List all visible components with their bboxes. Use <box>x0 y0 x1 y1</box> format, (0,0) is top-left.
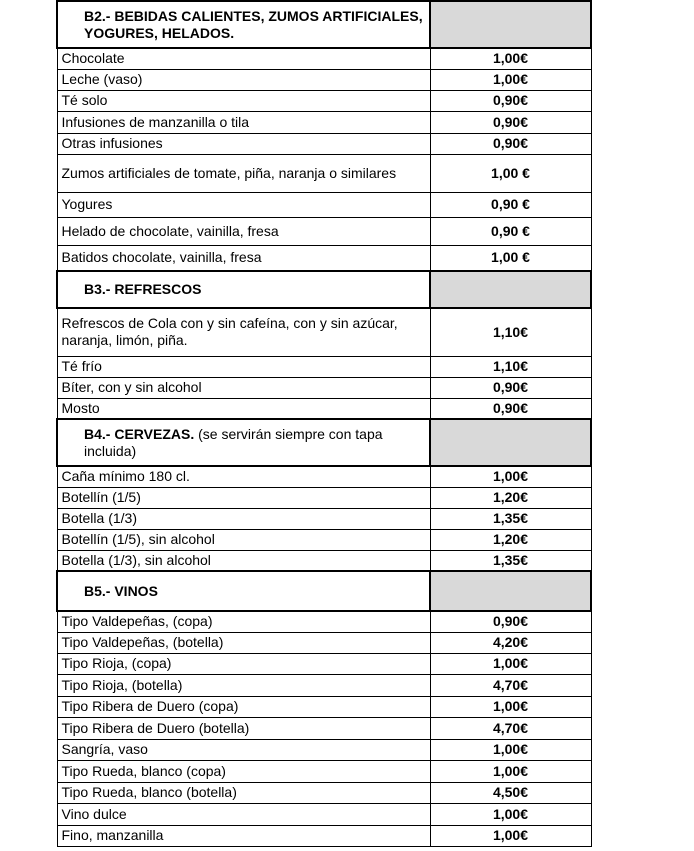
item-price: 4,50€ <box>430 782 591 803</box>
item-name: Tipo Rioja, (botella) <box>57 674 430 696</box>
item-name: Tipo Ribera de Duero (botella) <box>57 717 430 739</box>
item-name: Zumos artificiales de tomate, piña, naranja o similares <box>57 154 430 192</box>
table-row <box>57 717 591 739</box>
item-price: 1,00 € <box>430 154 591 192</box>
section-title-bold: B4.- CERVEZAS. <box>84 425 195 442</box>
table-row <box>57 90 591 111</box>
table-row <box>57 487 591 508</box>
item-name: Fino, manzanilla <box>57 825 430 846</box>
item-name: Tipo Valdepeñas, (botella) <box>57 632 430 653</box>
item-name: Yogures <box>57 192 430 217</box>
section-title-bold: B2.- BEBIDAS CALIENTES, ZUMOS ARTIFICIALES, YOGURES, HELADOS. <box>84 7 423 41</box>
item-price: 0,90€ <box>430 398 591 419</box>
item-price: 1,00€ <box>430 803 591 825</box>
table-row <box>57 653 591 674</box>
item-name: Leche (vaso) <box>57 69 430 90</box>
table-row <box>57 192 591 217</box>
item-name: Mosto <box>57 398 430 419</box>
item-price: 1,00€ <box>430 48 591 69</box>
item-price: 0,90 € <box>430 192 591 217</box>
table-row <box>57 803 591 825</box>
table-row <box>57 632 591 653</box>
section-header-b4 <box>57 419 591 466</box>
price-list-table <box>56 0 592 847</box>
table-row <box>57 739 591 760</box>
table-row <box>57 696 591 717</box>
table-row <box>57 466 591 487</box>
table-row <box>57 760 591 782</box>
item-price: 1,10€ <box>430 356 591 377</box>
item-name: Té frío <box>57 356 430 377</box>
item-price: 0,90€ <box>430 611 591 632</box>
item-price: 1,00€ <box>430 825 591 846</box>
table-row <box>57 48 591 69</box>
item-price: 1,00€ <box>430 696 591 717</box>
item-price: 0,90€ <box>430 111 591 133</box>
section-title <box>57 271 430 308</box>
item-price: 0,90€ <box>430 133 591 154</box>
item-price: 1,10€ <box>430 308 591 356</box>
item-price: 1,35€ <box>430 508 591 529</box>
table-row <box>57 69 591 90</box>
section-price-header <box>430 1 591 48</box>
item-name: Bíter, con y sin alcohol <box>57 377 430 398</box>
section-header-b3 <box>57 271 591 308</box>
item-name: Vino dulce <box>57 803 430 825</box>
item-name: Botella (1/3), sin alcohol <box>57 550 430 571</box>
table-row <box>57 825 591 846</box>
table-row <box>57 782 591 803</box>
item-name: Botellín (1/5), sin alcohol <box>57 529 430 550</box>
item-name: Tipo Rueda, blanco (botella) <box>57 782 430 803</box>
table-row <box>57 529 591 550</box>
table-row <box>57 356 591 377</box>
section-title-bold: B5.- VINOS <box>84 582 158 599</box>
price-list-body <box>57 1 591 846</box>
section-header-b2 <box>57 1 591 48</box>
table-row <box>57 111 591 133</box>
table-row <box>57 674 591 696</box>
section-header-b5 <box>57 571 591 611</box>
section-title <box>57 571 430 611</box>
section-title <box>57 419 430 466</box>
item-price: 1,00 € <box>430 245 591 271</box>
section-title-note: (se servirán siempre con tapa incluida) <box>84 425 383 459</box>
item-name: Batidos chocolate, vainilla, fresa <box>57 245 430 271</box>
item-price: 0,90€ <box>430 90 591 111</box>
table-row <box>57 398 591 419</box>
item-price: 1,00€ <box>430 69 591 90</box>
table-row <box>57 377 591 398</box>
item-name: Tipo Ribera de Duero (copa) <box>57 696 430 717</box>
item-price: 1,00€ <box>430 760 591 782</box>
item-price: 1,00€ <box>430 466 591 487</box>
table-row <box>57 133 591 154</box>
item-name: Tipo Rioja, (copa) <box>57 653 430 674</box>
item-name: Otras infusiones <box>57 133 430 154</box>
item-price: 4,20€ <box>430 632 591 653</box>
table-row <box>57 154 591 192</box>
item-price: 1,20€ <box>430 529 591 550</box>
item-name: Chocolate <box>57 48 430 69</box>
section-title-bold: B3.- REFRESCOS <box>84 281 202 297</box>
table-row <box>57 308 591 356</box>
section-price-header <box>430 271 591 308</box>
item-price: 1,00€ <box>430 653 591 674</box>
item-price: 4,70€ <box>430 717 591 739</box>
section-price-header <box>430 419 591 466</box>
table-row <box>57 245 591 271</box>
table-row <box>57 508 591 529</box>
item-price: 0,90€ <box>430 377 591 398</box>
item-price: 4,70€ <box>430 674 591 696</box>
item-name: Botellín (1/5) <box>57 487 430 508</box>
section-price-header <box>430 571 591 611</box>
item-price: 0,90 € <box>430 217 591 245</box>
item-name: Caña mínimo 180 cl. <box>57 466 430 487</box>
item-name: Té solo <box>57 90 430 111</box>
item-price: 1,00€ <box>430 739 591 760</box>
table-row <box>57 550 591 571</box>
item-name: Infusiones de manzanilla o tila <box>57 111 430 133</box>
item-name: Botella (1/3) <box>57 508 430 529</box>
item-name: Sangría, vaso <box>57 739 430 760</box>
item-name: Tipo Rueda, blanco (copa) <box>57 760 430 782</box>
item-price: 1,20€ <box>430 487 591 508</box>
item-name: Tipo Valdepeñas, (copa) <box>57 611 430 632</box>
section-title <box>57 1 430 48</box>
item-name: Refrescos de Cola con y sin cafeína, con y sin azúcar, naranja, limón, piña. <box>57 308 430 356</box>
table-row <box>57 611 591 632</box>
item-price: 1,35€ <box>430 550 591 571</box>
table-row <box>57 217 591 245</box>
item-name: Helado de chocolate, vainilla, fresa <box>57 217 430 245</box>
